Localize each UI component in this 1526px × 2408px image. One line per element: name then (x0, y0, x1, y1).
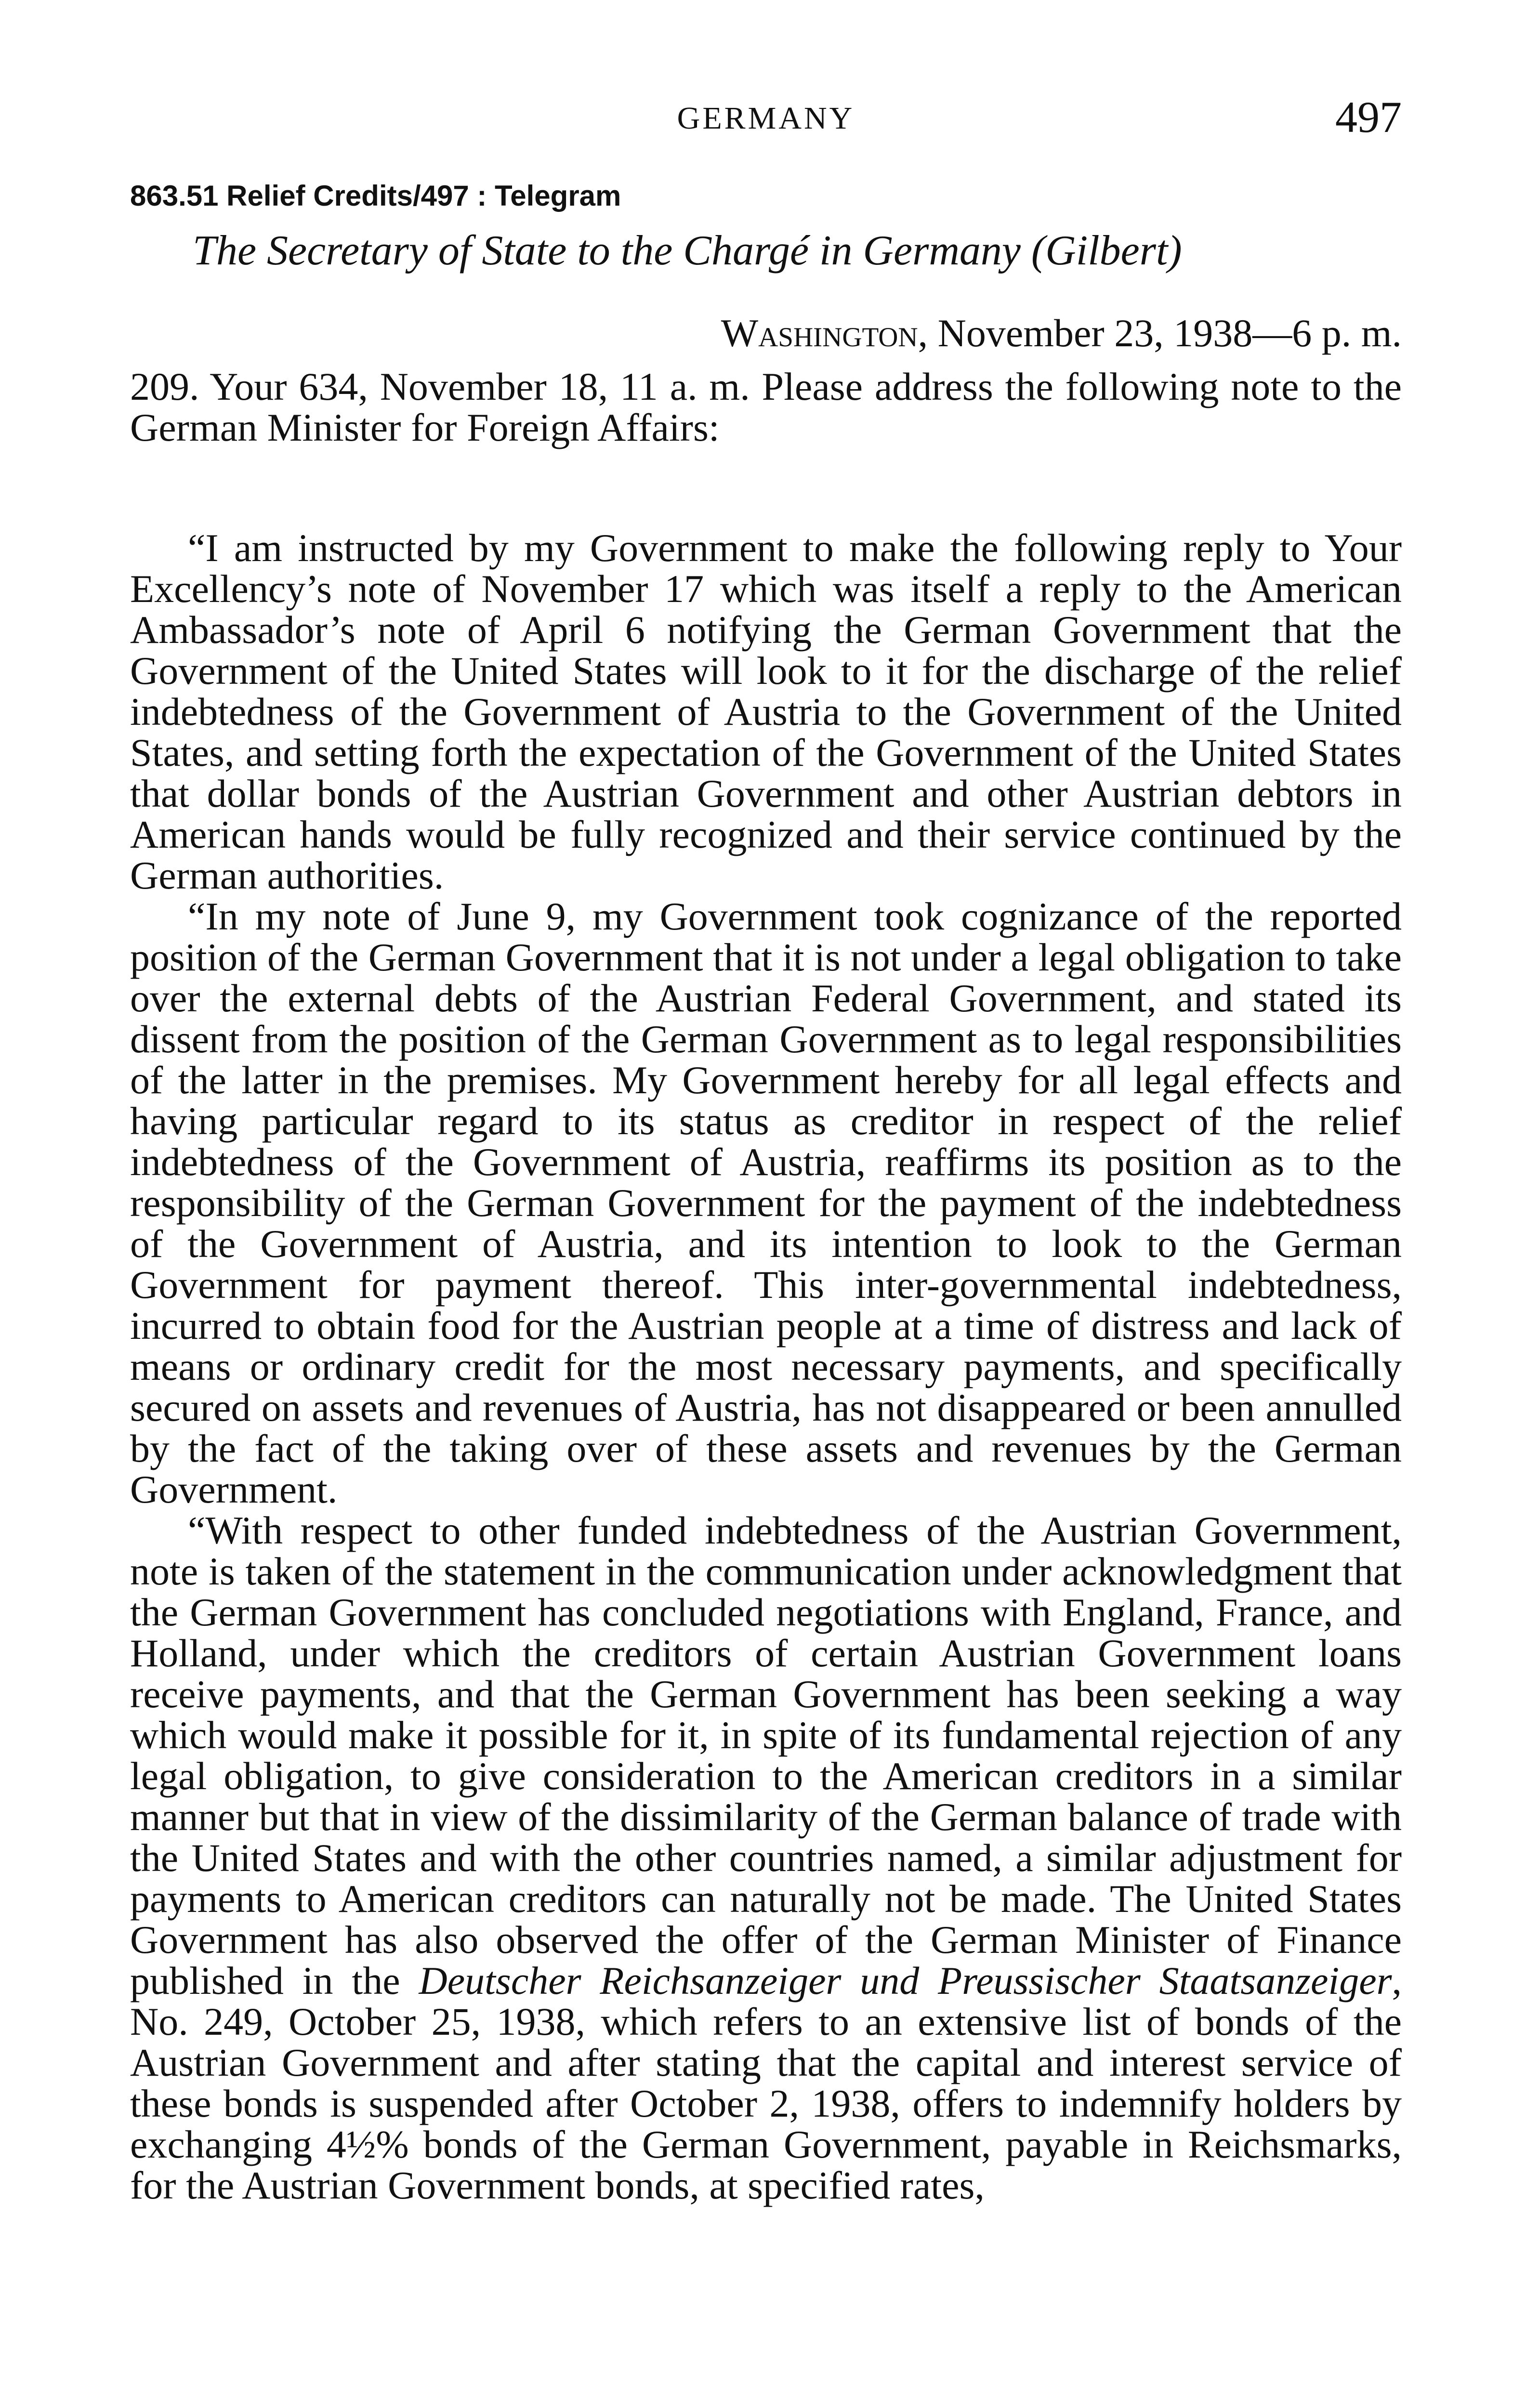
dateline-date: November 23, 1938—6 p. m. (937, 311, 1402, 355)
note-text (130, 527, 1402, 2206)
page-header (130, 92, 1402, 144)
note-paragraph-3-part-a: “With respect to other funded indebtedness of the Austrian Government, note is taken of the statement in the communication under acknowledgment that the German Government has concluded negotiations with England, France, and Holland, under which the creditors of certain Austrian Government loans receive payments, and that the German Government has been seeking a way which would make it possible for it, in spite of its fundamental rejection of any legal obligation, to give consideration to the American creditors in a similar manner but that in view of the dissimilarity of the German balance of trade with the United States and with the other countries named, a similar adjustment for payments to American creditors can naturally not be made. The United States Government has also observed the offer of the German Minister of Finance published in the (130, 1508, 1402, 2002)
page-number: 497 (1335, 92, 1402, 142)
running-title: GERMANY (677, 101, 855, 136)
dateline (721, 311, 1402, 356)
note-paragraph-3-part-b: , No. 249, October 25, 1938, which refers to an extensive list of bonds of the Austrian Government and after stating that the capital and interest service of these bonds is suspended after October 2, 1938, offers to indemnify holders by exchanging 4½% bonds of the German Government, payable in Reichsmarks, for the Austrian Government bonds, at specified rates, (130, 1959, 1402, 2207)
intro-reference: 209. Your 634, November 18, 11 a. m. (130, 365, 750, 408)
note-paragraph-2: “In my note of June 9, my Government took cognizance of the reported position of the German Government that it is not under a legal obligation to take over the external debts of the Austrian Federal Government, and stated its dissent from the position of the German Government as to legal responsibilities of the latter in the premises. My Government hereby for all legal effects and having particular regard to its status as creditor in respect of the relief indebtedness of the Government of Austria, reaffirms its position as to the responsibility of the German Government for the payment of the indebtedness of the Government of Austria, and its intention to look to the German Government for payment thereof. This inter-governmental indebtedness, incurred to obtain food for the Austrian people at a time of distress and lack of means or ordinary credit for the most necessary payments, and specifically secured on assets and revenues of Austria, has not disappeared or been annulled by the fact of the taking over of these assets and revenues by the German Government. (130, 894, 1402, 1511)
note-paragraph-1: “I am instructed by my Government to make the following reply to Your Excellency’s note of November 17 which was itself a reply to the American Ambassador’s note of April 6 notifying the German Government that the Government of the United States will look to it for the discharge of the relief indebtedness of the Government of Austria to the Government of the United States, and setting forth the expectation of the Government of the United States that dollar bonds of the Austrian Government and other Austrian debtors in American hands would be fully recognized and their service continued by the German authorities. (130, 526, 1402, 897)
dateline-place: Washington, (721, 311, 928, 355)
telegram-body (130, 366, 1402, 2206)
publication-title: Deutscher Reichsanzeiger und Preussischer Staatsanzeiger (419, 1959, 1392, 2002)
document-title: The Secretary of State to the Chargé in Germany (Gilbert) (193, 227, 1182, 274)
note-paragraph-3 (130, 1510, 1402, 2206)
intro-paragraph (130, 366, 1402, 448)
intro-instruction: Please address the following note to the German Minister for Foreign Affairs: (130, 365, 1402, 449)
file-reference: 863.51 Relief Credits/497 : Telegram (130, 180, 621, 212)
